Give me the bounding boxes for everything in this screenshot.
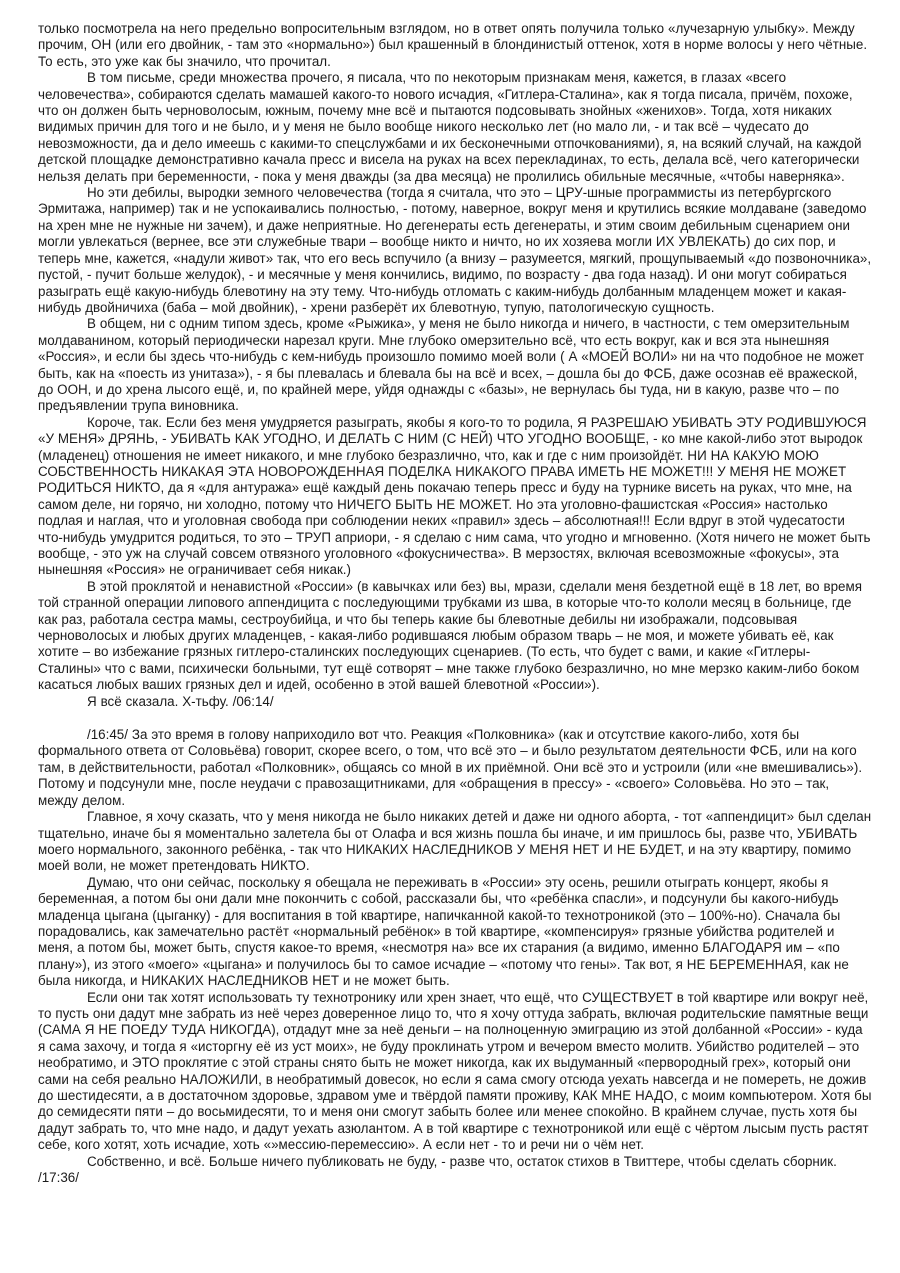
paragraph: Короче, так. Если без меня умудряется разыграть, якобы я кого-то то родила, Я РАЗРЕШАЮ УБИВАТЬ ЭТУ РОДИВШУЮСЯ «У МЕНЯ» ДРЯНЬ, - УБИВАТЬ КАК УГОДНО, И ДЕЛАТЬ С НИМ (С НЕЙ) ЧТО УГОДНО ВООБЩЕ, - ко мне какой-либо этот выродок (младенец) отношения не имеет никакого, и мне глубоко безразлично, что, как и где с ним произойдёт. НИ НА КАКУЮ МОЮ СОБСТВЕННОСТЬ НИКАКАЯ ЭТА НОВОРОЖДЕННАЯ ПОДЕЛКА НИКАКОГО ПРАВА ИМЕТЬ НЕ МОЖЕТ!!! У МЕНЯ НЕ МОЖЕТ РОДИТЬСЯ НИКТО, да я «для антуража» ещё каждый день покачаю теперь пресс и буду на турнике висеть на руках, что мне, на самом деле, ни горячо, ни холодно, потому что НИЧЕГО БЫТЬ НЕ МОЖЕТ. Но эта уголовно-фашистская «Россия» настолько подлая и наглая, что и уголовная свобода при соблюдении неких «правил» здесь – абсолютная!!! Если вдруг в этой чудесатости что-нибудь умудрится родиться, то это – ТРУП априори, - я сделаю с ним сама, что угодно и мгновенно. (Хотя ничего не может быть вообще, - это уж на случай совсем отвязного уголовного «фокусничества». В мерзостях, включая всевозможные «фокусы», эта нынешняя «Россия» не ограничивает себя никак.): [38, 414, 871, 578]
paragraph: В этой проклятой и ненавистной «России» (в кавычках или без) вы, мрази, сделали меня бездетной ещё в 18 лет, во время той странной операции липового аппендицита с последующими трубками из шва, в которые что-то кололи месяц в больнице, где как раз, работала сестра мамы, сестроубийца, и что бы теперь какие бы блевотные дебилы ни изображали, подсовывая черноволосых и любых других младенцев, - какая-либо родившаяся любым образом тварь – не моя, и можете убивать её, как хотите – во избежание грязных гитлеро-сталинских последующих сценариев. (То есть, что будет с вами, и какие «Гитлеры-Сталины» что с вами, психически больными, тут ещё сотворят – мне также глубоко безразлично, но мне мерзко каким-либо боком касаться любых ваших грязных дел и идей, особенно в этой вашей блевотной «России»).: [38, 578, 862, 693]
paragraph: В том письме, среди множества прочего, я писала, что по некоторым признакам меня, кажется, в глазах «всего человечества», собираются сделать мамашей какого-то нового исчадия, «Гитлера-Сталина», как я тогда писала, причём, похоже, что он должен быть черноволосым, южным, почему мне всё и пытаются подсовывать знойных «женихов». Тогда, хотя никаких видимых причин для того и не было, и у меня не было вообще никого несколько лет (но мало ли, - и так всё – чудесато до невозможности, да и дело имеешь с какими-то спецслужбами и их бесконечными отпочкованиями), я, на всякий случай, на каждой детской площадке демонстративно качала пресс и висела на руках на всех перекладинах, то есть, делала всё, чего категорически нельзя делать при беременности, - пока у меня дважды (за два месяца) не пролились обильные месячные, «чтобы наверняка».: [38, 70, 862, 184]
paragraph: В общем, ни с одним типом здесь, кроме «Рыжика», у меня не было никогда и ничего, в частности, с тем омерзительным молдаванином, который периодически нарезал круги. Мне глубоко омерзительно всё, что есть вокруг, как и вся эта нынешняя «Россия», и если бы здесь что-нибудь с кем-нибудь произошло помимо моей воли ( А «МОЕЙ ВОЛИ» ни на что подобное не может быть, как на «поесть из унитаза»), - я бы плевалась и блевала бы на всё и всех, – дошла бы до ФСБ, даже осознав её вражеской, до ООН, и до хрена лысого ещё, и, по крайней мере, уйдя однажды с «базы», не вернулась бы туда, ни в какую, разве что – по предъявлении трупа виновника.: [38, 316, 865, 414]
paragraph-afternoon-entry: /16:45/ За это время в голову наприходило вот что. Реакция «Полковника» (как и отсутствие какого-либо, хотя бы формального ответа от Соловьёва) говорит, скорее всего, о том, что всё это – и было результатом деятельности ФСБ, или на кого там, в действительности, работал «Полковник», общаясь со мной в их приёмной. Они всё это и устроили (или «не вмешивались»). Потому и подсунули мне, после неудачи с правозащитниками, для «обращения в прессу» - «своего» Соловьёва. Но это – так, между делом.: [38, 727, 863, 808]
document-body: [38, 21, 872, 1186]
paragraph-closing: Собственно, и всё. Больше ничего публиковать не буду, - разве что, остаток стихов в Твиттере, чтобы сделать сборник.: [87, 1153, 837, 1169]
paragraph: Если они так хотят использовать ту технотронику или хрен знает, что ещё, что СУЩЕСТВУЕТ в той квартире или вокруг неё, то пусть они дадут мне забрать из неё через доверенное лицо то, что я хочу оттуда забрать, включая родительские памятные вещи (САМА Я НЕ ПОЕДУ ТУДА НИКОГДА), отдадут мне за неё деньги – на полноценную эмиграцию из этой долбанной «России» - куда я сама захочу, и тогда я «исторгну её из уст моих», не буду проклинать утром и вечером вместо молитв. Убийство родителей – это необратимо, и ЭТО проклятие с этой страны снято быть не может никогда, как их выдуманный «первородный грех», который они сами на себя реально НАЛОЖИЛИ, в необратимый довесок, но если я сама смогу отсюда уехать навсегда и не помереть, не дожив до шестидесяти, а в достаточном здоровье, здравом уме и твёрдой памяти проживу, КАК МНЕ НАДО, с моим компьютером. Хотя бы до семидесяти пяти – до восьмидесяти, то и меня они смогут забыть более или менее спокойно. В крайнем случае, пусть хотя бы дадут забрать то, что мне надо, и дадут уехать азюлантом. А в той квартире с технотроникой или ещё с чёртом лысым пусть растят себе, кого хотят, хоть исчадие, хоть «»мессию-перемессию». А если нет - то и речи ни о чём нет.: [38, 989, 872, 1153]
paragraph: только посмотрела на него предельно вопросительным взглядом, но в ответ опять получила только «лучезарную улыбку». Между прочим, ОН (или его двойник, - там это «нормально») был крашенный в блондинистый оттенок, хотя в норме волосы у него чётные. То есть, это уже как бы значило, что прочитал.: [38, 21, 868, 69]
timestamp-footer: /17:36/: [38, 1170, 79, 1186]
paragraph-signoff-morning: Я всё сказала. Х-тьфу. /06:14/: [87, 693, 274, 709]
paragraph: Думаю, что они сейчас, поскольку я обещала не переживать в «России» эту осень, решили отыграть концерт, якобы я беременная, а потом бы они дали мне покончить с собой, рассказали бы, что «ребёнка спасли», и подсунули бы какого-нибудь младенца цыгана (цыганку) - для воспитания в той квартире, напичканной какой-то технотроникой (это – 100%-но). Сначала бы порадовались, как замечательно растёт «нормальный ребёнок» в той квартире, «компенсируя» грязные убийства родителей и меня, а потом бы, может быть, спустя какое-то время, «несмотря на» все их старания (а видимо, именно БЛАГОДАРЯ им – «по плану»), из этого «моего» «цыгана» и получилось бы то самое исчадие – «потому что гены». Так вот, я НЕ БЕРЕМЕННАЯ, как не была никогда, и НИКАКИХ НАСЛЕДНИКОВ НЕТ и не может быть.: [38, 874, 849, 989]
paragraph: Главное, я хочу сказать, что у меня никогда не было никаких детей и даже ни одного аборта, - тот «аппендицит» был сделан тщательно, иначе бы я моментально залетела бы от Олафа и вся жизнь пошла бы иначе, и им пришлось бы, разве что, УБИВАТЬ моего нормального, законного ребёнка, - так что НИКАКИХ НАСЛЕДНИКОВ У МЕНЯ НЕТ И НЕ БУДЕТ, и на эту квартиру, помимо моей воли, не может претендовать НИКТО.: [38, 809, 872, 874]
paragraph: Но эти дебилы, выродки земного человечества (тогда я считала, что это – ЦРУ-шные программисты из петербургского Эрмитажа, например) так и не успокаивались полностью, - потому, наверное, вокруг меня и крутились всякие молдаване (заведомо на хрен мне не нужные ни зачем), и даже неприятные. Но дегенераты есть дегенераты, и этим своим дебильным сценарием они могли увлекаться (вернее, все эти служебные твари – вообще никто и ничто, но их хозяева могли ИХ УВЛЕКАТЬ) до сих пор, и теперь мне, кажется, «надули живот» так, что его весь вспучило (а внизу – разумеется, мягкий, прощупываемый «до позвоночника», пустой, - пучит больше желудок), - и месячные у меня кончились, видимо, по возрасту - два года назад). И они могут собираться разыграть ещё какую-нибудь блевотину на эту тему. Что-нибудь отломать с каким-нибудь долбанным младенцем может и какая-нибудь двойничиха (баба – мой двойник), - хрени разберёт их блевотную, тупую, патологическую сущность.: [38, 185, 872, 315]
